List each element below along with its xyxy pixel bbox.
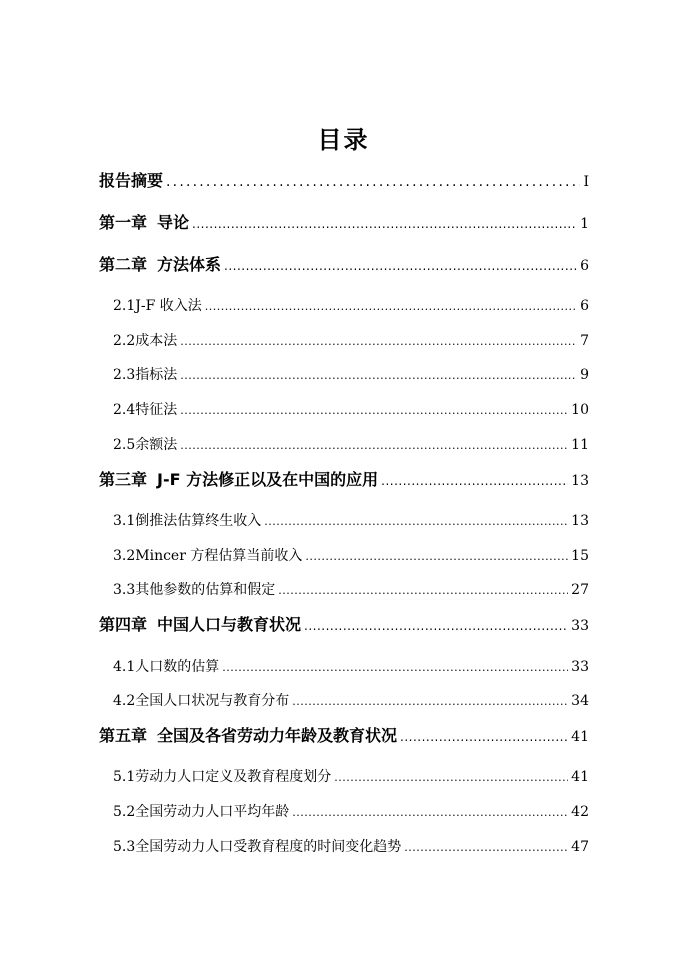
toc-page-number: 10: [571, 402, 589, 418]
toc-section-number: 3.3: [113, 582, 136, 598]
toc-page-number: 33: [571, 618, 589, 634]
toc-leader: [180, 369, 577, 382]
toc-entry-4-2[interactable]: [113, 690, 589, 710]
toc-entry-label: 余额法: [135, 437, 178, 453]
toc-entry-2-5[interactable]: [113, 434, 589, 454]
toc-section-number: 3.1: [113, 513, 136, 529]
toc-section-number: 5.2: [113, 804, 136, 820]
toc-entry-2-1[interactable]: [113, 295, 589, 315]
toc-leader: [278, 584, 568, 597]
toc-leader: [192, 217, 577, 231]
toc-page-number: 33: [571, 659, 589, 675]
toc-section-number: 4.2: [113, 693, 136, 709]
toc-leader: [224, 259, 577, 273]
toc-entry-label: 中国人口与教育状况: [157, 615, 302, 634]
toc-entry-3-3[interactable]: [113, 579, 589, 599]
toc-leader: [305, 550, 568, 563]
toc-page-number: 47: [571, 839, 589, 855]
toc-entry-5-1[interactable]: [113, 766, 589, 786]
toc-leader: [222, 661, 568, 674]
toc-page-number: I: [583, 174, 589, 190]
toc-entry-2-2[interactable]: [113, 330, 589, 350]
toc-page-number: 15: [571, 548, 589, 564]
toc-entry-label: 指标法: [135, 367, 178, 383]
toc-entry-label: J-F 方法修正以及在中国的应用: [157, 470, 379, 489]
toc-entry-label: 劳动力人口定义及教育程度划分: [135, 769, 332, 785]
toc-entry-label: 其他参数的估算和假定: [135, 582, 276, 598]
toc-section-number: 2.1: [113, 298, 136, 314]
toc-entry-summary[interactable]: [99, 168, 589, 191]
toc-section-number: 4.1: [113, 659, 136, 675]
toc-chapter-number: 第二章: [99, 255, 148, 274]
page-title: 目录: [317, 126, 370, 154]
toc-page-number: 7: [580, 333, 589, 349]
toc-entry-label: 全国劳动力人口平均年龄: [135, 804, 290, 820]
toc-entry-2-4[interactable]: [113, 399, 589, 419]
toc-entry-5-3[interactable]: [113, 836, 589, 856]
toc-entry-chapter-3[interactable]: [99, 467, 589, 490]
toc-entry-3-2[interactable]: [113, 545, 589, 565]
toc-section-number: 2.5: [113, 437, 136, 453]
toc-entry-label: 全国人口状况与教育分布: [135, 693, 290, 709]
toc-leader: [404, 841, 568, 854]
toc-page-number: 6: [580, 258, 589, 274]
toc-page-number: 41: [571, 769, 589, 785]
toc-leader: [304, 619, 568, 633]
toc-page-number: 11: [571, 437, 589, 453]
toc-section-number: 2.4: [113, 402, 136, 418]
toc-leader: [264, 515, 568, 528]
toc-entry-label: 全国及各省劳动力年龄及教育状况: [157, 726, 398, 745]
toc-entry-label: 倒推法估算终生收入: [135, 513, 262, 529]
toc-page-number: 41: [571, 729, 589, 745]
toc-page-number: 27: [571, 582, 589, 598]
toc-leader: [400, 730, 568, 744]
toc-page-number: 6: [580, 298, 589, 314]
toc-entry-label: 特征法: [135, 402, 178, 418]
toc-entry-label: 方法体系: [157, 255, 222, 274]
toc-page-number: 13: [571, 513, 589, 529]
toc-leader: [180, 439, 568, 452]
toc-entry-label: 全国劳动力人口受教育程度的时间变化趋势: [135, 839, 402, 855]
toc-chapter-number: 第五章: [99, 726, 148, 745]
toc-leader: [180, 335, 577, 348]
toc-entry-label: 报告摘要: [99, 171, 164, 190]
toc-entry-chapter-2[interactable]: [99, 252, 589, 275]
toc-leader: [334, 771, 568, 784]
toc-entry-4-1[interactable]: [113, 656, 589, 676]
toc-entry-label: 成本法: [135, 333, 178, 349]
toc-page-number: 34: [571, 693, 589, 709]
toc-entry-label: 导论: [157, 213, 190, 232]
toc-page-number: 1: [580, 216, 589, 232]
toc-chapter-number: 第四章: [99, 615, 148, 634]
toc-entry-label: J-F 收入法: [135, 298, 202, 314]
toc-entry-5-2[interactable]: [113, 801, 589, 821]
toc-section-number: 2.3: [113, 367, 136, 383]
toc-entry-label: 人口数的估算: [135, 659, 220, 675]
toc-entry-label: Mincer 方程估算当前收入: [135, 548, 303, 564]
toc-entry-chapter-4[interactable]: [99, 612, 589, 635]
toc-leader: [180, 404, 568, 417]
toc-leader: [292, 806, 568, 819]
toc-entry-2-3[interactable]: [113, 364, 589, 384]
toc-leader: [205, 300, 577, 313]
toc-leader: [292, 695, 568, 708]
toc-entry-chapter-1[interactable]: [99, 210, 589, 233]
toc-entry-3-1[interactable]: [113, 510, 589, 530]
toc-page-number: 42: [571, 804, 589, 820]
toc-section-number: 5.3: [113, 839, 136, 855]
toc-page-number: 9: [580, 367, 589, 383]
toc-entry-chapter-5[interactable]: [99, 723, 589, 746]
toc-section-number: 3.2: [113, 548, 136, 564]
toc-leader: [381, 474, 568, 488]
toc-leader: [166, 174, 580, 190]
toc-section-number: 2.2: [113, 333, 136, 349]
toc-chapter-number: 第一章: [99, 213, 148, 232]
toc-section-number: 5.1: [113, 769, 136, 785]
toc-page-number: 13: [571, 473, 589, 489]
toc-chapter-number: 第三章: [99, 470, 148, 489]
